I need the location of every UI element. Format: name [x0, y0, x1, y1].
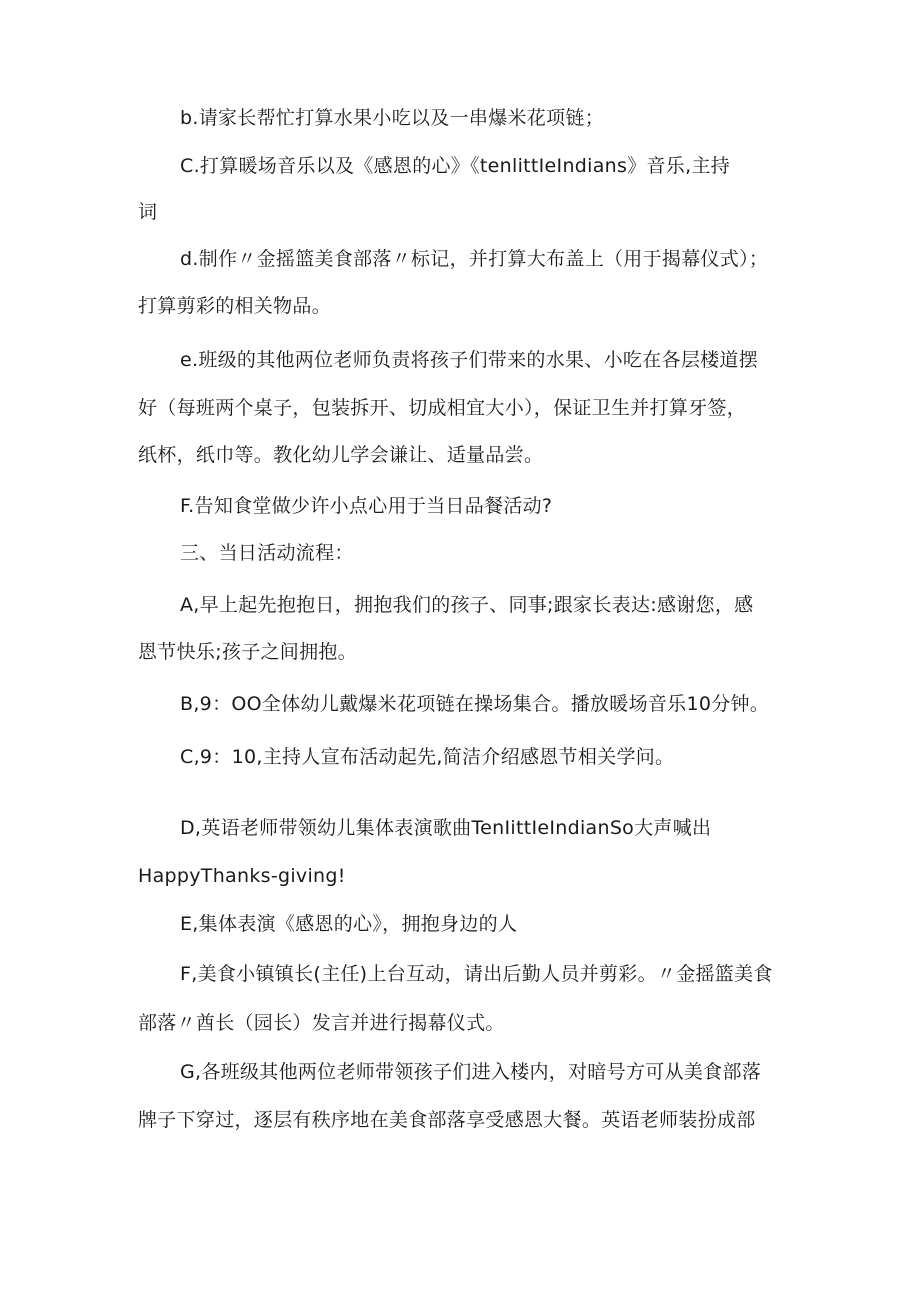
step-f-cont: 部落〃酋长（园长）发言并进行揭幕仪式。 [138, 1012, 505, 1034]
step-d: D,英语老师带领幼儿集体表演歌曲TenIittIeIndianSo大声喊出 [180, 817, 712, 839]
step-a: A,早上起先抱抱日，拥抱我们的孩子、同事;跟家长表达:感谢您，感 [180, 594, 754, 616]
paragraph-d-cont: 打算剪彩的相关物品。 [138, 295, 332, 317]
step-f: F,美食小镇镇长(主任)上台互动，请出后勤人员并剪彩。〃金摇篮美食 [180, 963, 773, 985]
step-d-cont: HappyThanks-giving! [138, 865, 346, 887]
step-a-cont: 恩节快乐;孩子之间拥抱。 [138, 641, 358, 663]
paragraph-c-cont: 词 [138, 201, 158, 223]
paragraph-c: C.打算暖场音乐以及《感恩的心》《tenlittIeIndians》音乐,主持 [180, 155, 731, 177]
step-g: G,各班级其他两位老师带领孩子们进入楼内，对暗号方可从美食部落 [180, 1061, 762, 1083]
step-b: B,9：OO全体幼儿戴爆米花项链在操场集合。播放暖场音乐10分钟。 [180, 693, 770, 715]
paragraph-d: d.制作〃金摇篮美食部落〃标记，并打算大布盖上（用于揭幕仪式）； [180, 248, 769, 270]
paragraph-e: e.班级的其他两位老师负责将孩子们带来的水果、小吃在各层楼道摆 [180, 349, 759, 371]
step-g-cont: 牌子下穿过，逐层有秩序地在美食部落享受感恩大餐。英语老师装扮成部 [138, 1109, 756, 1131]
paragraph-b: b.请家长帮忙打算水果小吃以及一串爆米花项链； [180, 107, 605, 129]
step-c: C,9：10,主持人宣布活动起先,简洁介绍感恩节相关学问。 [180, 746, 675, 768]
step-e: E,集体表演《感恩的心》，拥抱身边的人 [180, 913, 518, 935]
paragraph-e-cont-1: 好（每班两个桌子，包装拆开、切成相宜大小），保证卫生并打算牙签， [138, 397, 747, 419]
paragraph-e-cont-2: 纸杯，纸巾等。教化幼儿学会谦让、适量品尝。 [138, 444, 544, 466]
section-heading: 三、当日活动流程： [180, 542, 354, 564]
paragraph-f: F.告知食堂做少许小点心用于当日品餐活动? [180, 495, 553, 517]
